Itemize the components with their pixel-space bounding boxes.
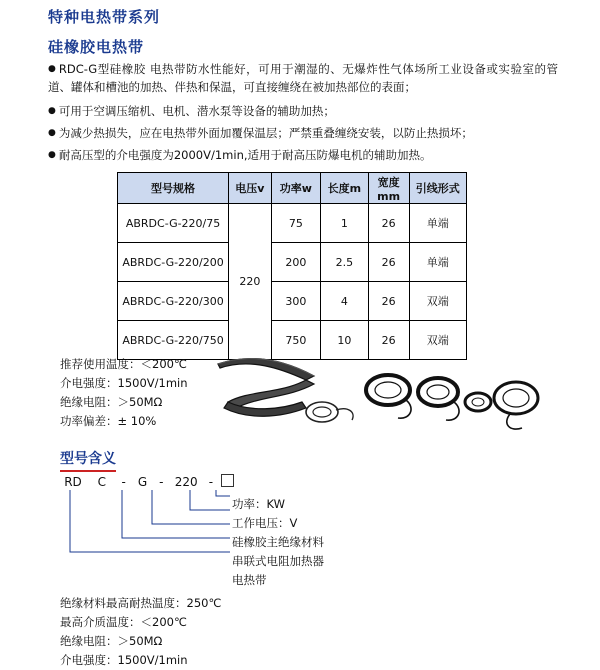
property-item: 功率偏差：± 10%	[60, 414, 157, 428]
model-meaning-title: 型号含义	[60, 448, 116, 472]
code-dash-2: -	[159, 475, 164, 489]
paragraph-3	[48, 124, 558, 142]
legend-item: 串联式电阻加热器	[232, 554, 324, 568]
legend-item: 电热带	[232, 573, 267, 587]
footer-item: 介电强度：1500V/1min	[60, 653, 188, 667]
cell-power: 300	[271, 282, 321, 321]
code-power-box	[221, 474, 234, 487]
cell-lead: 单端	[409, 204, 466, 243]
cell-power: 750	[271, 321, 321, 360]
column-header-lead: 引线形式	[409, 173, 466, 204]
cell-width: 26	[368, 321, 409, 360]
section-title: 硅橡胶电热带	[48, 38, 145, 56]
cell-model: ABRDC-G-220/750	[118, 321, 229, 360]
table-row	[118, 243, 467, 282]
cell-width: 26	[368, 204, 409, 243]
code-segment-220: 220	[174, 475, 198, 489]
properties-list	[60, 355, 188, 431]
table-header-row	[118, 173, 467, 204]
footer-specs	[60, 594, 221, 670]
paragraph-1	[48, 60, 558, 96]
code-segment-rd: RD	[64, 475, 82, 489]
cell-width: 26	[368, 243, 409, 282]
heating-tape-illustration	[210, 350, 550, 450]
paragraph-3-text: 为减少热损失，应在电热带外面加覆保温层；严禁重叠缠绕安装，以防止热损坏；	[58, 126, 473, 140]
model-code-leader-lines	[60, 488, 240, 574]
cell-power: 75	[271, 204, 321, 243]
code-segment-c: C	[97, 475, 107, 489]
cell-lead: 双端	[409, 321, 466, 360]
cell-model: ABRDC-G-220/75	[118, 204, 229, 243]
paragraph-1-text: RDC-G型硅橡胶 电热带防水性能好，可用于潮湿的、无爆炸性气体场所工业设备或实验室的管道、罐体和槽池的加热、伴热和保温，可直接缠绕在被加热部位的表面；	[48, 62, 558, 94]
cell-width: 26	[368, 282, 409, 321]
column-header-width: 宽度mm	[368, 173, 409, 204]
paragraph-4	[48, 146, 558, 164]
model-code-line	[60, 474, 234, 489]
code-segment-g: G	[137, 475, 148, 489]
cell-power: 200	[271, 243, 321, 282]
cell-model: ABRDC-G-220/300	[118, 282, 229, 321]
footer-item: 最高介质温度：＜200℃	[60, 615, 187, 629]
code-dash-1: -	[121, 475, 126, 489]
cell-lead: 双端	[409, 282, 466, 321]
bullet-icon: ●	[48, 128, 56, 138]
paragraph-2-text: 可用于空调压缩机、电机、潜水泵等设备的辅助加热；	[58, 104, 335, 118]
cell-model: ABRDC-G-220/200	[118, 243, 229, 282]
legend-item: 功率：KW	[232, 497, 286, 511]
code-dash-3: -	[208, 475, 214, 489]
bullet-icon: ●	[48, 150, 56, 160]
cell-length: 1	[321, 204, 368, 243]
property-item: 推荐使用温度：＜200℃	[60, 357, 187, 371]
bullet-icon: ●	[48, 106, 56, 116]
model-code-legend	[232, 495, 324, 590]
paragraph-2	[48, 102, 558, 120]
bullet-icon: ●	[48, 64, 56, 74]
page-title: 特种电热带系列	[48, 8, 161, 26]
table-row	[118, 204, 467, 243]
cell-lead: 单端	[409, 243, 466, 282]
product-photo-group	[210, 350, 550, 450]
column-header-power: 功率w	[271, 173, 321, 204]
property-item: 介电强度：1500V/1min	[60, 376, 188, 390]
column-header-voltage: 电压v	[229, 173, 271, 204]
table-row	[118, 282, 467, 321]
cell-length: 10	[321, 321, 368, 360]
column-header-length: 长度m	[321, 173, 368, 204]
legend-item: 工作电压：V	[232, 516, 298, 530]
footer-item: 绝缘材料最高耐热温度：250℃	[60, 596, 222, 610]
cell-length: 2.5	[321, 243, 368, 282]
specification-table	[117, 172, 467, 360]
paragraph-4-text: 耐高压型的介电强度为2000V/1min,适用于耐高压防爆电机的辅助加热。	[58, 148, 432, 162]
property-item: 绝缘电阻：＞50MΩ	[60, 395, 163, 409]
footer-item: 绝缘电阻：＞50MΩ	[60, 634, 163, 648]
cell-voltage: 220	[229, 204, 271, 360]
column-header-model: 型号规格	[118, 173, 229, 204]
cell-length: 4	[321, 282, 368, 321]
legend-item: 硅橡胶主绝缘材料	[232, 535, 324, 549]
